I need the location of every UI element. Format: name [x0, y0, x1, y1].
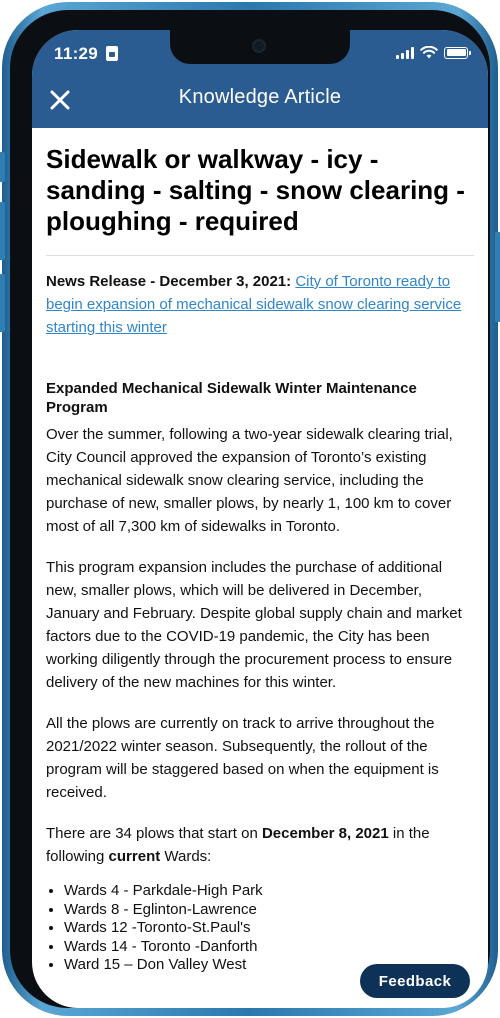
plows-date: December 8, 2021 [261, 825, 389, 842]
app-header [32, 30, 488, 128]
plows-current: current [108, 848, 161, 865]
header-title: Knowledge Article [178, 86, 342, 108]
paragraph: This program expansion includes the purchase of additional new, smaller plows, which will be delivered in December, January and February. Despite global supply chain and market factors due to the COVID-19 pandemic, the City has been working diligently through the procurement process to ensure delivery of the new machines for this winter. [46, 559, 462, 691]
paragraph: All the plows are currently on track to arrive throughout the 2021/2022 winter season. Subsequently, the rollout of the program will be staggered based on when the equipment is received. [46, 715, 439, 801]
divider [46, 255, 474, 256]
news-release-label: News Release - December 3, 2021: [46, 273, 292, 290]
notch [170, 30, 350, 64]
status-icons [396, 46, 468, 59]
phone-frame [2, 2, 498, 1016]
paragraph: Over the summer, following a two-year sidewalk clearing trial, City Council approved the expansion of Toronto’s existing mechanical sidewalk snow clearing service, including the purchase of new, smaller plows, by nearly 1, 100 km to cover most of all 7,300 km of sidewalks in Toronto. [46, 426, 453, 535]
section-title: Expanded Mechanical Sidewalk Winter Maintenance Program [46, 380, 417, 416]
volume-up-button [0, 202, 5, 260]
plows-text: in the following [46, 825, 430, 865]
list-item: • Wards 12 -Toronto-St.Paul's [64, 919, 474, 938]
plows-text: There are 34 plows that start on [46, 825, 262, 842]
list-item: • Ward 15 – Don Valley West [64, 956, 474, 975]
power-button [495, 232, 500, 322]
wards-list [46, 882, 474, 975]
list-item: • Wards 14 - Toronto -Danforth [64, 938, 474, 957]
status-time: 11:29 [54, 44, 99, 63]
news-release-link[interactable]: City of Toronto ready to begin expansion of mechanical sidewalk snow clearing service starting this winter [46, 273, 462, 336]
plows-text: Wards: [160, 848, 212, 865]
article-title: Sidewalk or walkway - icy - sanding - salting - snow clearing - ploughing - required [46, 144, 465, 236]
silent-switch [0, 152, 5, 182]
battery-icon [444, 47, 468, 59]
wifi-icon [420, 46, 438, 59]
camera-icon [252, 39, 266, 53]
news-release [46, 270, 474, 339]
feedback-button[interactable]: Feedback [360, 964, 470, 998]
plows-paragraph [46, 822, 474, 868]
signal-icon [396, 47, 414, 59]
bezel [10, 10, 490, 1008]
screen [32, 30, 488, 1008]
article-content [46, 128, 474, 975]
volume-down-button [0, 274, 5, 332]
list-item: • Wards 8 - Eglinton-Lawrence [64, 901, 474, 920]
list-item: • Wards 4 - Parkdale-High Park [64, 882, 474, 901]
sim-icon [106, 46, 118, 61]
